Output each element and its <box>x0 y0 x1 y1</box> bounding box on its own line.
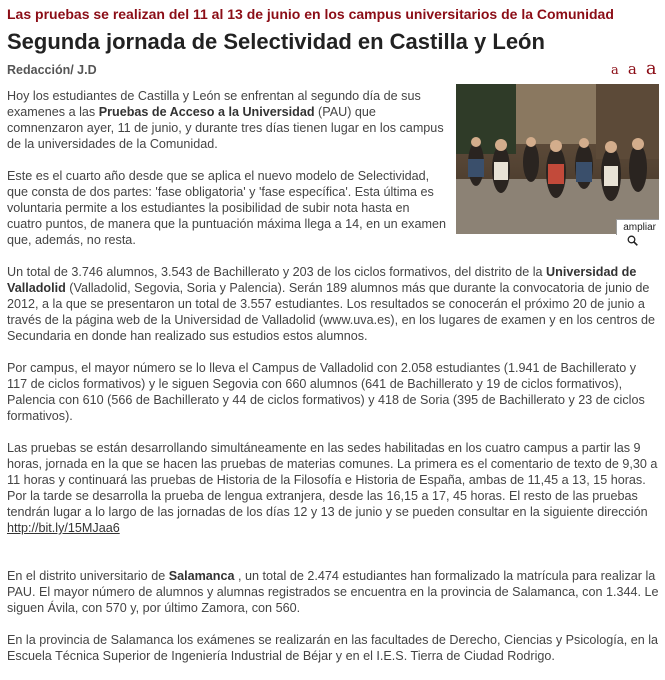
article-body <box>7 88 659 680</box>
uva-strong: Universidad de Valladolid <box>7 265 637 295</box>
paragraph-4: Por campus, el mayor número se lo lleva el Campus de Valladolid con 2.058 estudiantes (1.941 de Bachillerato y 117 de ciclos formativos) y le siguen Segovia con 660 alumnos (641 de Bachillerato y 19 de ciclos formativos), Palencia con 610 (566 de Bachillerato y 44 de ciclos formativos) y 418 de Soria (395 de Bachillerato y 23 de ciclos formativos). <box>7 361 645 423</box>
paragraph-2: Este es el cuarto año desde que se aplica el nuevo modelo de Selectividad, que consta de dos partes: 'fase obligatoria' y 'fase específica'. Esta última es voluntaria permite a los estudiantes la posibilidad de subir nota hasta en cuatro puntos, de manera que la puntuación máxima llega a 14, en un examen que, además, no resta. <box>7 169 446 247</box>
paragraph-3: Un total de 3.746 alumnos, 3.543 de Bachillerato y 203 de los ciclos formativos, del distrito de la Universidad de Valladolid (Valladolid, Segovia, Soria y Palencia). Serán 189 alumnos más que durante la convocatoria de junio de 2012, a la que se presentaron un total de 3.557 estudiantes. Los resultados se conocerán el próximo 20 de junio a través de la página web de la Universidad de Valladolid (www.uva.es), en los lugares de examen y en los centros de Secundaria en donde han realizado sus estudios estos alumnos. <box>7 265 656 343</box>
article-kicker: Las pruebas se realizan del 11 al 13 de junio en los campus universitarios de la Comunidad <box>7 6 614 22</box>
schedule-link[interactable]: http://bit.ly/15MJaa6 <box>7 521 120 535</box>
font-size-small-button[interactable]: a <box>611 63 619 78</box>
paragraph-1: Hoy los estudiantes de Castilla y León se enfrentan al segundo día de sus examenes a las Pruebas de Acceso a la Universidad (PAU) que comnenzaron ayer, 11 de junio, y durante tres días tienen lugar en los campus de la universidades de la Comunidad. <box>7 89 444 151</box>
paragraph-7: En la provincia de Salamanca los exámenes se realizarán en las facultades de Derecho, Ciencias y Psicología, en la Escuela Técnica Superior de Ingeniería Industrial de Béjar y en el I.E.S. Tierra de Ciudad Rodrigo. <box>7 633 659 663</box>
article-byline: Redacción/ J.D <box>7 63 97 77</box>
font-size-medium-button[interactable]: a <box>627 60 637 78</box>
zoom-label: ampliar <box>623 222 656 233</box>
article-headline: Segunda jornada de Selectividad en Castilla y León <box>7 29 545 54</box>
pau-strong: Pruebas de Acceso a la Universidad <box>98 105 315 119</box>
font-size-large-button[interactable]: a <box>645 58 657 79</box>
paragraph-6: En el distrito universitario de Salamanca , un total de 2.474 estudiantes han formalizado la matrícula para realizar la PAU. El mayor número de alumnos y alumnas registrados se encuentra en la provincia de Salamanca, con 1.344. Le siguen Ávila, con 570 y, por último Zamora, con 560. <box>7 569 659 615</box>
paragraph-5: Las pruebas se están desarrollando simultáneamente en las sedes habilitadas en los cuatro campus a partir las 9 horas, jornada en la que se hacen las pruebas de materias comunes. La primera es el comentario de texto de 9,30 a 11 horas y continuará las pruebas de Historia de la Filosofía e Historia de España, ambas de 11,45 a 13, 15 horas. Por la tarde se desarrolla la prueba de lengua extranjera, desde las 16,15 a 17, 45 horas. El resto de las pruebas tendrán lugar a lo largo de las jornadas de los días 12 y 13 de junio y se pueden consultar en la siguiente dirección http://bit.ly/15MJaa6 <box>7 441 658 535</box>
salamanca-strong: Salamanca <box>168 569 235 583</box>
font-size-controls <box>607 58 657 79</box>
